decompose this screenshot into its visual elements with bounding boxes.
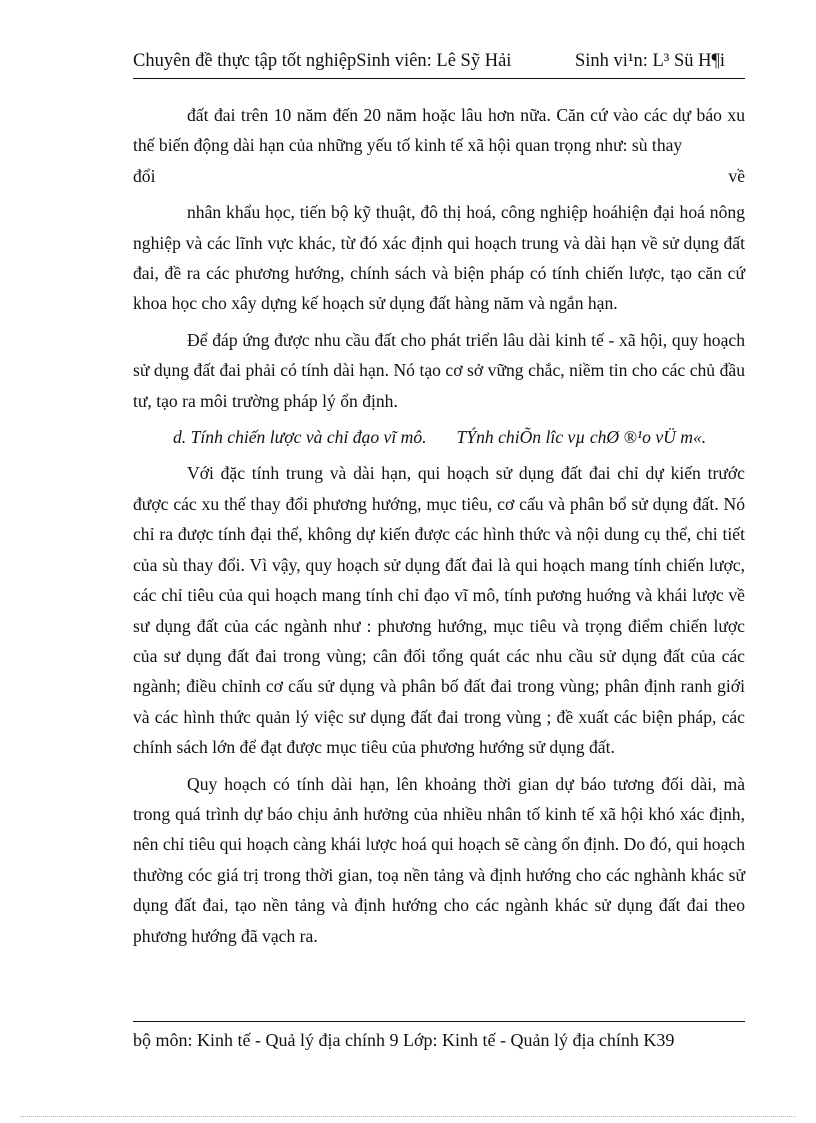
paragraph-1-last-line [133,161,745,191]
header-left-text: Chuyên đề thực tập tốt nghiệpSinh viên: Lê Sỹ Hải [133,51,512,71]
page-footer [133,1028,745,1052]
section-heading-text: d. Tính chiến lược và chỉ đạo vĩ mô. [173,427,427,448]
page-bottom-dotted-line [20,1116,796,1117]
paragraph-1-last-left: đổi [133,165,156,186]
paragraph-5: Quy hoạch có tính dài hạn, lên khoảng thời gian dự báo tương đối dài, mà trong quá trình dự báo chịu ảnh hưởng của nhiều nhân tố kinh tế xã hội khó xác định, nên chỉ tiêu qui hoạch càng khái lược hoá qui hoạch sẽ càng ổn định. Do đó, qui hoạch thường cóc giá trị trong thời gian, toạ nền tảng và định hướng cho các nghành khác sử dụng đất đai, tạo nền tảng và định hướng cho các ngành khác sử dụng đất đai theo phương hướng đã vạch ra. [133,773,745,946]
header-rule [133,78,745,79]
footer-rule [133,1021,745,1022]
paragraph-1-last-right: về [728,165,745,186]
section-heading [133,422,745,452]
document-body [133,100,745,957]
header-right-text: Sinh vi¹n: L³ Sü H¶i [575,51,726,71]
paragraph-1: đất đai trên 10 năm đến 20 năm hoặc lâu hơn nữa. Căn cứ vào các dự báo xu thế biến động dài hạn của những yếu tố kinh tế xã hội quan trọng như: sù thay [133,105,745,156]
section-heading-garbled: TÝnh chiÕn lîc vµ chØ ®¹o vÜ m«. [456,427,707,448]
paragraph-4: Với đặc tính trung và dài hạn, qui hoạch sử dụng đất đai chỉ dự kiến trước được các xu thế thay đổi phương hướng, mục tiêu, cơ cấu và phân bổ sử dụng đất. Nó chỉ ra được tính đại thể, không dự kiến được các hình thức và nội dung cụ thể, chi tiết của sù thay đổi. Vì vậy, quy hoạch sử dụng đất đai là qui hoạch mang tính chiến lược, các chỉ tiêu của qui hoạch mang tính chỉ đạo vĩ mô, tính pương huớng và khái lược về sư dụng đất của các ngành như : phương hướng, mục tiêu và trọng điểm chiến lược của sư dụng đất đai trong vùng; cân đối tổng quát các nhu cầu sử dụng đất của các ngành; điều chỉnh cơ cấu sử dụng và phân bố đất đai trong vùng; phân định ranh giới và các hình thức quản lý việc sư dụng đất đai trong vùng ; đề xuất các biện pháp, các chính sách lớn để đạt được mục tiêu của phương hướng sử dụng đất. [133,463,745,758]
footer-text: bộ môn: Kinh tế - Quả lý địa chính 9 Lớp: Kinh tế - Quản lý địa chính K39 [133,1030,675,1050]
paragraph-2: nhân khẩu học, tiến bộ kỹ thuật, đô thị hoá, công nghiệp hoáhiện đại hoá nông nghiệp và các lĩnh vực khác, từ đó xác định qui hoạch trung và dài hạn về sử dụng đất đai, đề ra các phương hướng, chính sách và biện pháp có tính chiến lược, tạo căn cứ khoa học cho xây dựng kế hoạch sử dụng đất hàng năm và ngắn hạn. [133,202,745,314]
paragraph-3: Để đáp ứng được nhu cầu đất cho phát triển lâu dài kinh tế - xã hội, quy hoạch sử dụng đất đai phải có tính dài hạn. Nó tạo cơ sở vững chắc, niềm tin cho các chủ đầu tư, tạo ra môi trường pháp lý ổn định. [133,329,745,411]
